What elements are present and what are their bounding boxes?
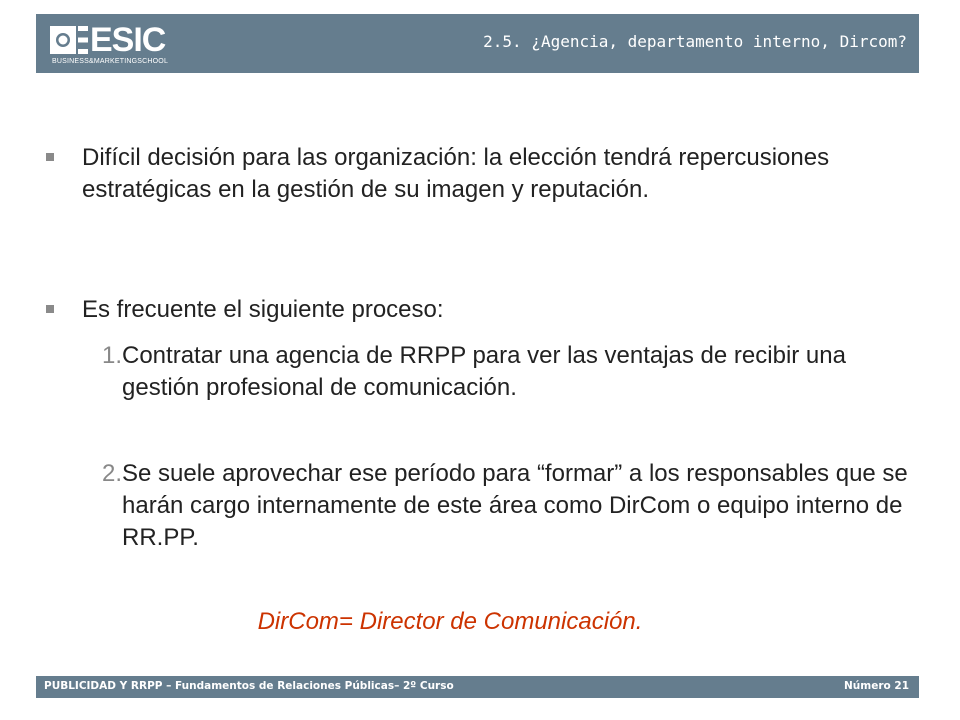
slide-title: 2.5. ¿Agencia, departamento interno, Dircom? — [483, 32, 907, 51]
logo-subtitle: BUSINESS&MARKETINGSCHOOL — [52, 58, 169, 65]
square-bullet-icon — [46, 153, 54, 161]
footer-bar — [36, 676, 919, 698]
square-bullet-icon — [46, 305, 54, 313]
bullet-text: Difícil decisión para las organización: la elección tendrá repercusiones estratégicas en la gestión de su imagen y reputación. — [82, 144, 830, 203]
logo-wordmark: ESIC — [90, 21, 166, 59]
definition-note: DirCom= Director de Comunicación. — [257, 608, 643, 635]
numbered-text: Contratar una agencia de RRPP para ver las ventajas de recibir una gestión profesional de comunicación. — [122, 342, 846, 401]
page-number: Número 21 — [844, 680, 909, 692]
bullet-text: Es frecuente el siguiente proceso: — [82, 296, 444, 323]
list-number: 2. — [101, 460, 122, 487]
numbered-text: Se suele aprovechar ese período para “formar” a los responsables que se harán cargo internamente de este área como DirCom o equipo interno de RR.PP. — [122, 460, 908, 551]
list-number: 1. — [101, 342, 122, 369]
footer-course-label: PUBLICIDAD Y RRPP – Fundamentos de Relaciones Públicas– 2º Curso — [44, 680, 454, 692]
